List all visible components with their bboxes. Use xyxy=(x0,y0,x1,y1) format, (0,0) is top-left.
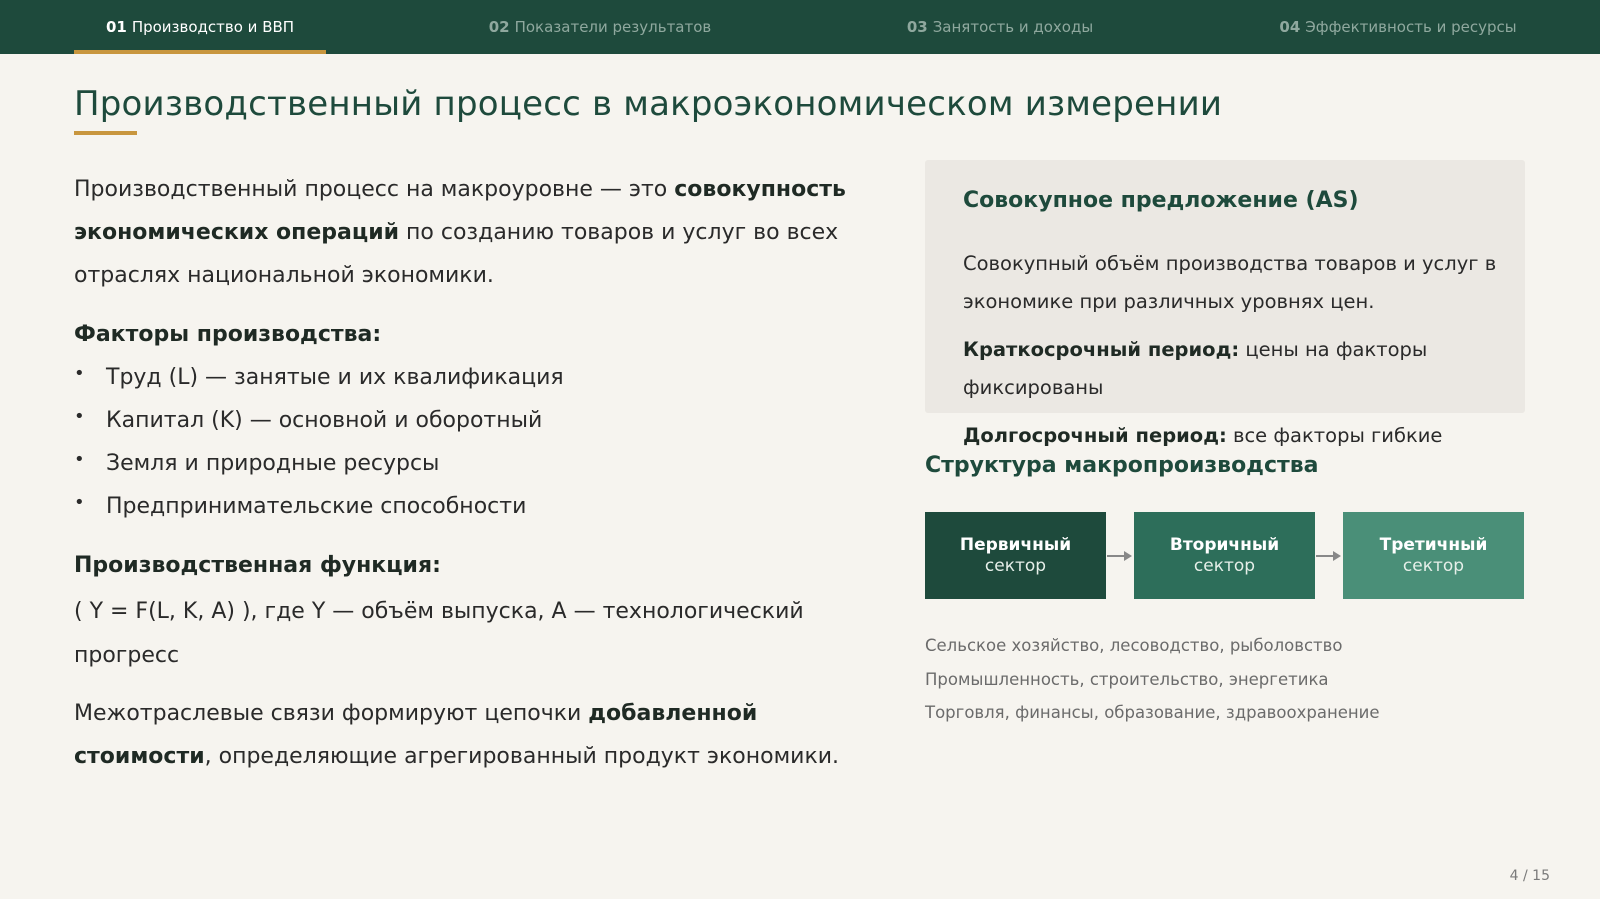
long-run-text: все факторы гибкие xyxy=(1226,424,1443,447)
aggregate-supply-description: Совокупный объём производства товаров и услуг в экономике при различных уровнях цен. xyxy=(963,252,1497,313)
tertiary-sector-box[interactable] xyxy=(1343,512,1524,599)
sector-label: сектор xyxy=(1402,555,1465,576)
tab-label: Показатели результатов xyxy=(514,18,712,36)
arrow-right-icon xyxy=(1106,548,1133,564)
main-content xyxy=(74,168,884,778)
secondary-sector-box[interactable] xyxy=(1134,512,1315,599)
list-item: • Капитал (K) — основной и оборотный xyxy=(74,399,884,442)
short-run-label: Краткосрочный период: xyxy=(963,338,1240,361)
title-accent-line xyxy=(74,131,137,135)
sector-name: Вторичный xyxy=(1169,534,1280,555)
intro-paragraph xyxy=(74,168,884,297)
production-formula: ( Y = F(L, K, A) ), где Y — объём выпуска, A — технологический прогресс xyxy=(74,599,804,668)
sector-label: сектор xyxy=(984,555,1047,576)
top-navigation xyxy=(0,0,1600,54)
closing-emphasis: добавленной стоимости xyxy=(74,701,758,769)
list-item: • Земля и природные ресурсы xyxy=(74,442,884,485)
factors-list xyxy=(74,356,884,528)
intro-text-end: по созданию товаров и услуг во всех отраслях национальной экономики. xyxy=(74,220,839,288)
primary-sector-box[interactable] xyxy=(925,512,1106,599)
tab-number: 03 xyxy=(906,18,928,36)
tab-label: Занятость и доходы xyxy=(932,18,1094,36)
function-heading: Производственная функция: xyxy=(74,553,441,578)
aggregate-supply-title: Совокупное предложение (AS) xyxy=(963,188,1359,213)
tab-label: Производство и ВВП xyxy=(131,18,295,36)
short-run-note xyxy=(963,331,1523,407)
tab-production-gdp[interactable] xyxy=(74,0,326,54)
factors-heading: Факторы производства: xyxy=(74,322,382,347)
closing-text-end: , определяющие агрегированный продукт экономики. xyxy=(204,744,840,769)
tertiary-sector-description: Торговля, финансы, образование, здравоохранение xyxy=(925,703,1380,722)
sector-name: Третичный xyxy=(1379,534,1488,555)
long-run-label: Долгосрочный период: xyxy=(963,424,1227,447)
structure-title: Структура макропроизводства xyxy=(925,453,1319,478)
closing-text-start: Межотраслевые связи формируют цепочки xyxy=(74,701,589,726)
long-run-note xyxy=(963,417,1523,455)
tab-efficiency-resources[interactable] xyxy=(1268,0,1528,54)
aggregate-supply-content xyxy=(963,245,1523,465)
list-item: • Труд (L) — занятые и их квалификация xyxy=(74,356,884,399)
tab-employment-income[interactable] xyxy=(880,0,1120,54)
tab-number: 04 xyxy=(1279,18,1301,36)
list-item: • Предпринимательские способности xyxy=(74,485,884,528)
tab-number: 02 xyxy=(488,18,510,36)
page-number: 4 / 15 xyxy=(1509,868,1550,884)
tab-label: Эффективность и ресурсы xyxy=(1305,18,1517,36)
arrow-right-icon xyxy=(1315,548,1342,564)
short-run-text: цены на факторы фиксированы xyxy=(963,338,1428,399)
page-title: Производственный процесс в макроэкономическом измерении xyxy=(74,84,1223,124)
primary-sector-description: Сельское хозяйство, лесоводство, рыболовство xyxy=(925,636,1343,655)
intro-text-start: Производственный процесс на макроуровне — это xyxy=(74,177,675,202)
sector-label: сектор xyxy=(1193,555,1256,576)
secondary-sector-description: Промышленность, строительство, энергетика xyxy=(925,670,1329,689)
closing-paragraph xyxy=(74,692,884,778)
tab-result-indicators[interactable] xyxy=(470,0,730,54)
tab-number: 01 xyxy=(105,18,127,36)
intro-emphasis: совокупность экономических операций xyxy=(74,177,846,245)
sector-name: Первичный xyxy=(959,534,1072,555)
